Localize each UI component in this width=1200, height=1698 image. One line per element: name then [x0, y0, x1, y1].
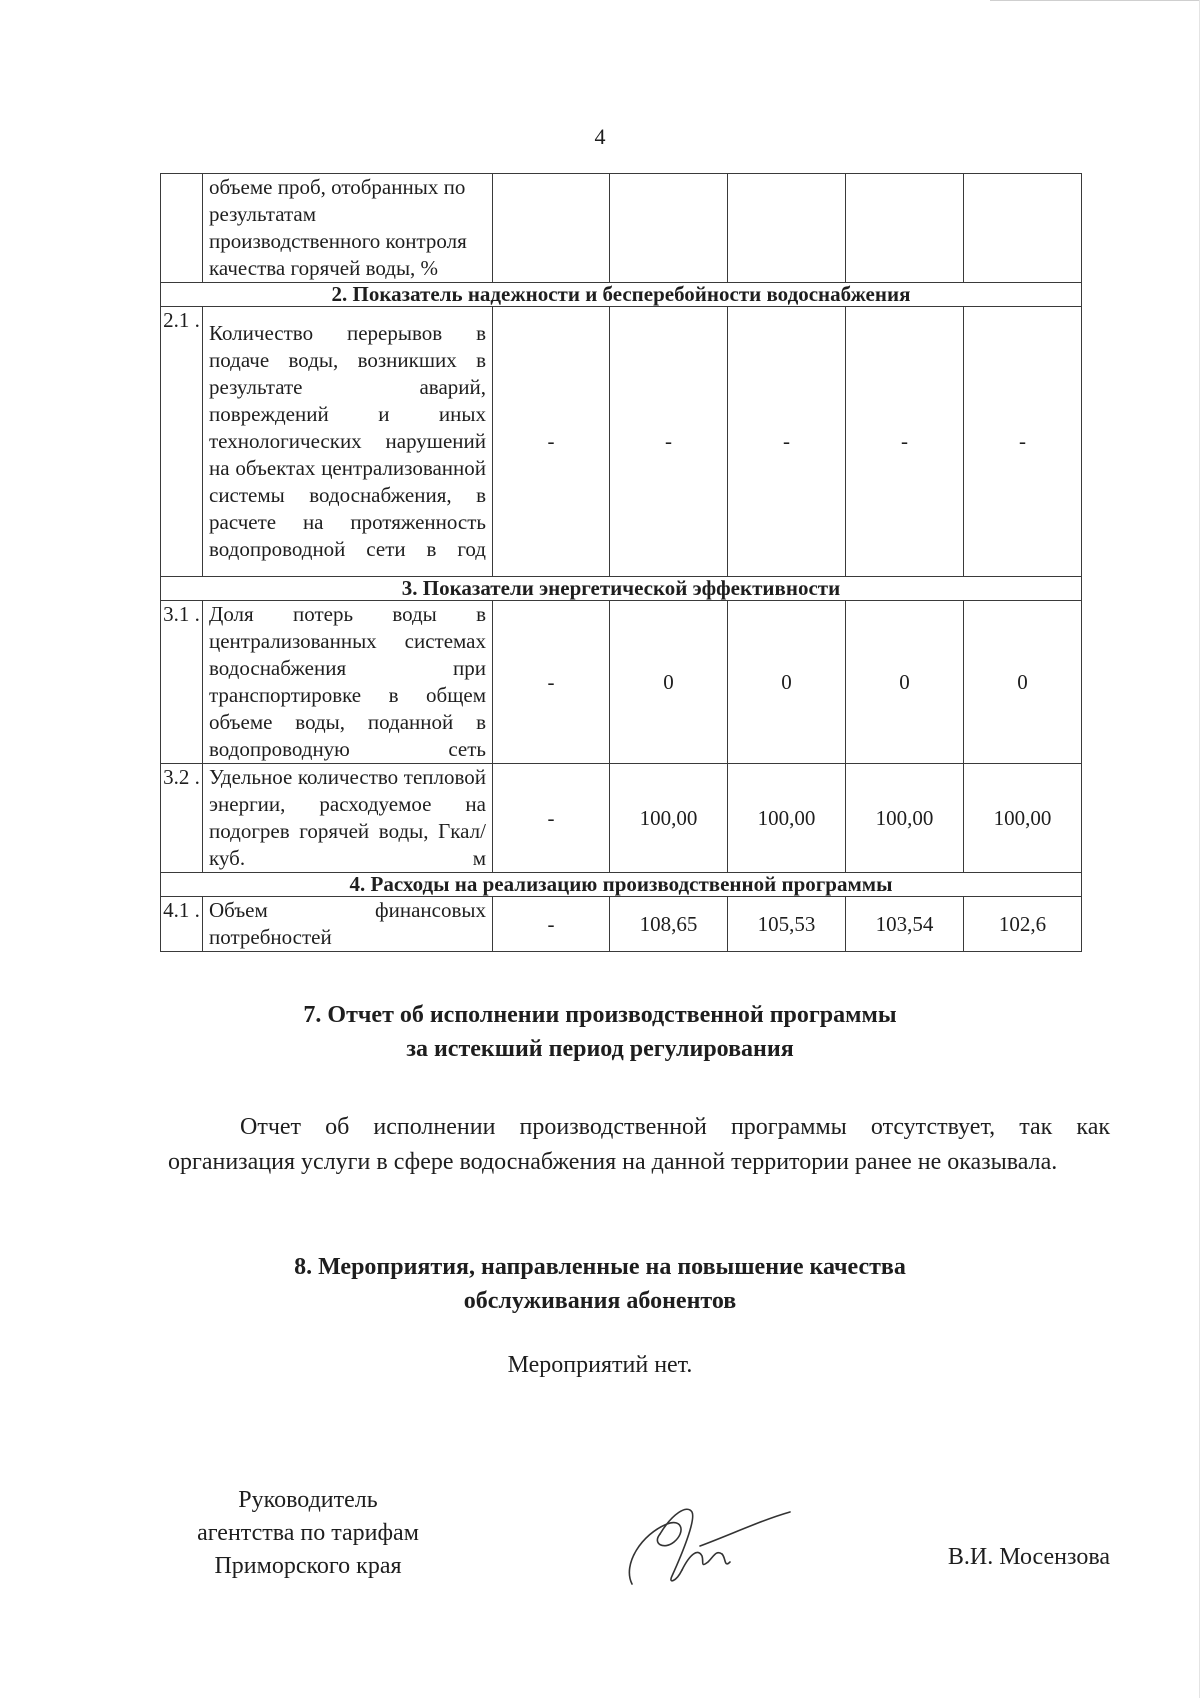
signer-name: В.И. Мосензова	[947, 1544, 1110, 1570]
value-cell: 100,00	[728, 764, 846, 873]
value-cell: -	[493, 897, 610, 952]
section7-paragraph: Отчет об исполнении производственной программы отсутствует, так как организация услуги в сфере водоснабжения на данной территории ранее не оказывала.	[168, 1114, 1110, 1175]
section-title: 3. Показатели энергетической эффективности	[161, 577, 1082, 601]
table-row	[161, 897, 1082, 952]
value-cell: -	[610, 307, 728, 577]
section8-text: Мероприятий нет.	[507, 1352, 693, 1378]
page-number: 4	[594, 124, 606, 149]
handwritten-signature	[612, 1484, 792, 1599]
row-number: 3.2 .	[161, 764, 203, 873]
section-header-row	[161, 283, 1082, 307]
value-cell	[610, 174, 728, 283]
row-number: 4.1 .	[161, 897, 203, 952]
row-description: Объем финансовых потребностей	[203, 897, 493, 952]
row-number: 2.1 .	[161, 307, 203, 577]
value-cell: -	[964, 307, 1082, 577]
row-number-cell	[161, 174, 203, 283]
value-cell: 100,00	[610, 764, 728, 873]
signer-title-line2: агентства по тарифам	[197, 1520, 419, 1546]
value-cell: -	[493, 307, 610, 577]
section-header-row	[161, 577, 1082, 601]
section-title: 4. Расходы на реализацию производственной программы	[161, 873, 1082, 897]
indicators-table	[160, 173, 1082, 952]
row-description-cell	[203, 174, 493, 283]
value-cell: 0	[964, 601, 1082, 764]
row-description-text: объеме проб, отобранных по результатам производственного контроля качества горячей воды, %	[209, 175, 467, 280]
table-row	[161, 601, 1082, 764]
value-cell: 100,00	[846, 764, 964, 873]
section7-heading-line1: 7. Отчет об исполнении производственной программы	[303, 1002, 897, 1028]
section-title: 2. Показатель надежности и бесперебойности водоснабжения	[161, 283, 1082, 307]
value-cell	[964, 174, 1082, 283]
row-number: 3.1 .	[161, 601, 203, 764]
section7-heading-line2: за истекший период регулирования	[406, 1036, 794, 1062]
signer-title-line3: Приморского края	[214, 1553, 402, 1579]
table-row-continued	[161, 174, 1082, 283]
value-cell: 0	[728, 601, 846, 764]
row-description: Количество перерывов в подаче воды, возникших в результате аварий, повреждений и иных технологических нарушений на объектах централизованной системы водоснабжения, в расчете на протяженность водопроводной сети в год	[203, 307, 493, 577]
signer-title	[168, 1484, 448, 1583]
page-edge-mark	[990, 0, 1200, 1]
value-cell	[846, 174, 964, 283]
value-cell: -	[846, 307, 964, 577]
table-row	[161, 307, 1082, 577]
value-cell: -	[493, 764, 610, 873]
value-cell: 103,54	[846, 897, 964, 952]
value-cell	[493, 174, 610, 283]
value-cell	[728, 174, 846, 283]
value-cell: 0	[846, 601, 964, 764]
value-cell: 102,6	[964, 897, 1082, 952]
value-cell: -	[493, 601, 610, 764]
section8-heading-line2: обслуживания абонентов	[463, 1288, 737, 1314]
value-cell: -	[728, 307, 846, 577]
value-cell: 100,00	[964, 764, 1082, 873]
value-cell: 108,65	[610, 897, 728, 952]
section8-heading-line1: 8. Мероприятия, направленные на повышение качества	[294, 1254, 906, 1280]
value-cell: 105,53	[728, 897, 846, 952]
signer-title-line1: Руководитель	[238, 1487, 378, 1513]
row-description: Доля потерь воды в централизованных системах водоснабжения при транспортировке в общем объеме воды, поданной в водопроводную сеть	[203, 601, 493, 764]
table-row	[161, 764, 1082, 873]
value-cell: 0	[610, 601, 728, 764]
section-header-row	[161, 873, 1082, 897]
row-description: Удельное количество тепловой энергии, расходуемое на подогрев горячей воды, Гкал/куб. м	[203, 764, 493, 873]
